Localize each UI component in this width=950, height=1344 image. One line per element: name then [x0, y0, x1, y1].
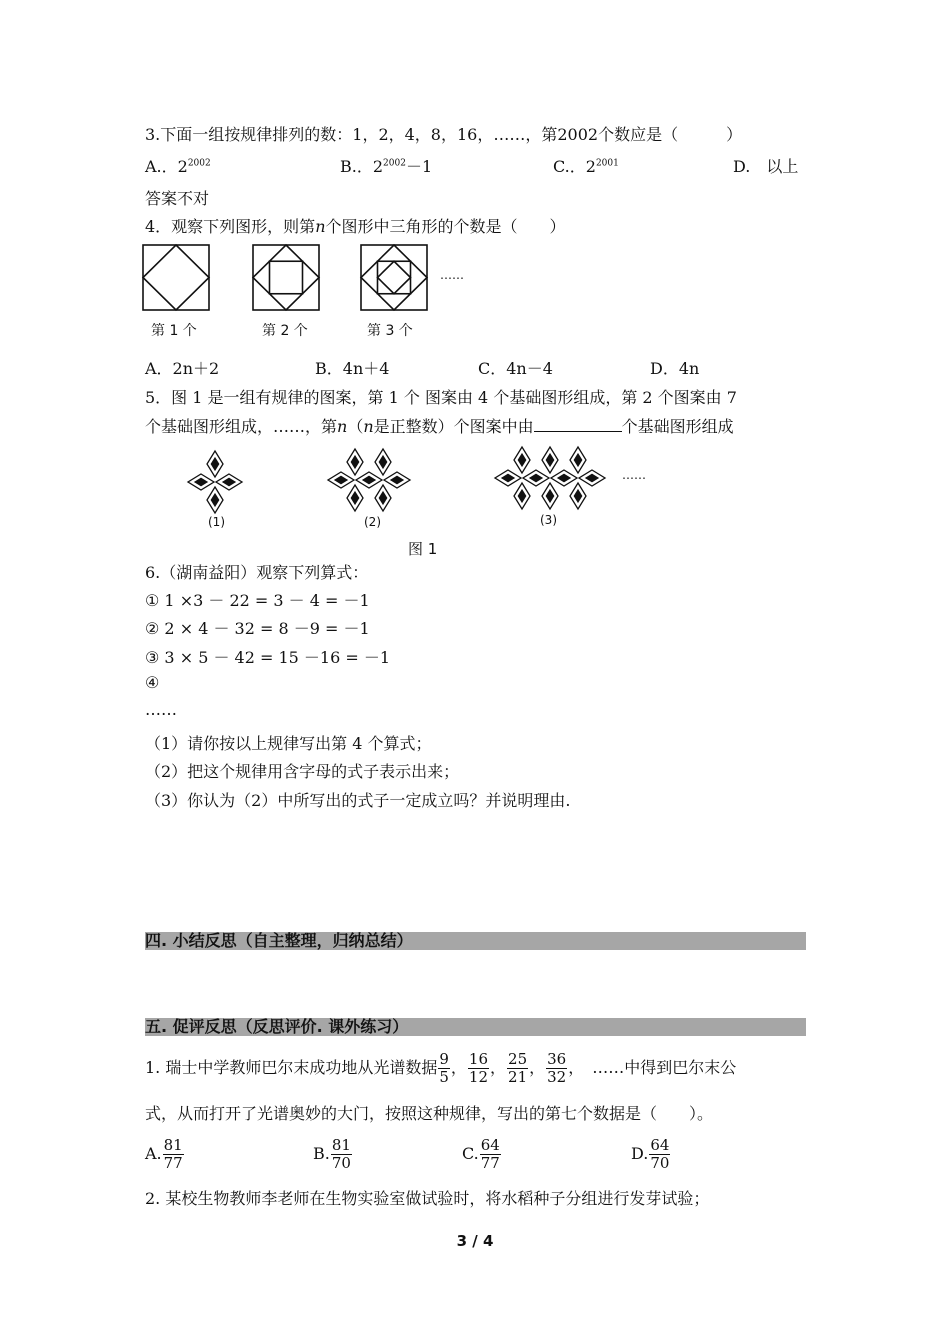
q5-line1: 5．图 1 是一组有规律的图案，第 1 个 图案由 4 个基础图形组成，第 2 个图案由 7 — [145, 388, 737, 407]
q4-option-c: C．4n－4 — [478, 359, 553, 378]
q3-text: 3.下面一组按规律排列的数：1，2，4，8，16，……，第2002个数应是（ ） — [145, 125, 743, 144]
q4-caption-1: 第 1 个 — [151, 323, 197, 339]
q5-pattern-2-horizontal-diamond — [384, 472, 410, 488]
q3-option-d: D. 以上 — [733, 157, 799, 176]
q5-pattern-3-vertical-diamond — [570, 483, 586, 509]
q5-pattern-3-horizontal-diamond — [579, 470, 605, 486]
q4-option-b: B．4n＋4 — [315, 359, 390, 378]
q5-pattern-1-horizontal-diamond — [188, 474, 214, 490]
q6-row-2: ② 2 × 4 － 32 = 8 －9 = －1 — [145, 619, 370, 638]
q6-row-1: ① 1 ×3 － 22 = 3 － 4 = －1 — [145, 591, 370, 610]
section5-header: 五. 促评反思（反思评价. 课外练习） — [145, 1018, 806, 1036]
q5-figures — [0, 0, 950, 560]
fraction-4: $\frac{36}{32}$ — [547, 1050, 567, 1086]
q4-option-d: D．4n — [650, 359, 700, 378]
q3-option-a: A.．$2^{2002}$ — [145, 157, 211, 176]
q5-pattern-2-vertical-diamond — [347, 449, 363, 475]
q5-pattern-3-vertical-diamond — [514, 447, 530, 473]
q5-pattern-2-vertical-diamond — [347, 485, 363, 511]
q5-pattern-3-horizontal-diamond — [523, 470, 549, 486]
q6-row-5: …… — [145, 700, 177, 719]
q5-pattern-2-horizontal-diamond — [356, 472, 382, 488]
q6-sub-3: （3）你认为（2）中所写出的式子一定成立吗？并说明理由. — [145, 791, 571, 810]
p1-option-a: A. $\frac{81}{77}$ — [145, 1136, 183, 1172]
q4-text: 4．观察下列图形，则第n个图形中三角形的个数是（ ） — [145, 217, 566, 236]
q3-option-b: B.．$2^{2002}-1$ — [340, 157, 433, 176]
fraction-2: $\frac{16}{12}$ — [468, 1050, 489, 1086]
q5-pattern-3-vertical-diamond — [542, 483, 558, 509]
q5-pattern-3-vertical-diamond — [542, 447, 558, 473]
q5-pattern-3-horizontal-diamond — [495, 470, 521, 486]
q3-option-c: C.．$2^{2001}$ — [553, 157, 619, 176]
q5-label-3: (3) — [540, 513, 557, 527]
p2-text: 2. 某校生物教师李老师在生物实验室做试验时，将水稻种子分组进行发芽试验； — [145, 1189, 710, 1208]
p1-line2: 式，从而打开了光谱奥妙的大门，按照这种规律，写出的第七个数据是（ ）。 — [145, 1104, 714, 1123]
page-number: 3 / 4 — [456, 1232, 494, 1250]
p1-line1: 1. 瑞士中学教师巴尔末成功地从光谱数据 $\frac{9}{5}$ ， $\frac{16}{12}$ ， $\frac{25}{21}$ ， $\frac{36}{32}$ ， ……中得到巴尔末公 — [145, 1050, 737, 1086]
q5-pattern-1-horizontal-diamond — [216, 474, 242, 490]
q4-caption-2: 第 2 个 — [262, 323, 308, 339]
q5-pattern-2-horizontal-diamond — [328, 472, 354, 488]
q4-ellipsis: …… — [440, 268, 464, 282]
q5-pattern-3-vertical-diamond — [514, 483, 530, 509]
q6-row-4: ④ — [145, 673, 160, 692]
q5-pattern-2-vertical-diamond — [375, 485, 391, 511]
fraction-3: $\frac{25}{21}$ — [508, 1050, 528, 1086]
q5-pattern-1-vertical-diamond — [207, 487, 223, 513]
q6-row-3: ③ 3 × 5 － 42 = 15 －16 = －1 — [145, 648, 391, 667]
q3-tail: 答案不对 — [145, 189, 210, 208]
q5-pattern-1-vertical-diamond — [207, 451, 223, 477]
q5-pattern-3-horizontal-diamond — [551, 470, 577, 486]
section4-header: 四. 小结反思（自主整理，归纳总结） — [145, 932, 806, 950]
q4-caption-3: 第 3 个 — [367, 323, 413, 339]
fraction-1: $\frac{9}{5}$ — [439, 1050, 449, 1086]
q5-pattern-3-vertical-diamond — [570, 447, 586, 473]
q5-label-1: (1) — [208, 515, 225, 529]
p1-option-d: D. $\frac{64}{70}$ — [631, 1136, 670, 1172]
q5-figure-caption: 图 1 — [408, 540, 438, 558]
q4-option-a: A．2n＋2 — [145, 359, 220, 378]
q5-label-2: (2) — [364, 515, 381, 529]
q5-pattern-2-vertical-diamond — [375, 449, 391, 475]
q5-line2: 个基础图形组成，……，第n（n是正整数）个图案中由 个基础图形组成 — [145, 417, 734, 436]
p1-option-b: B. $\frac{81}{70}$ — [313, 1136, 351, 1172]
q6-sub-2: （2）把这个规律用含字母的式子表示出来； — [145, 762, 460, 781]
p1-option-c: C. $\frac{64}{77}$ — [462, 1136, 500, 1172]
q6-sub-1: （1）请你按以上规律写出第 4 个算式； — [145, 734, 432, 753]
q6-title: 6.（湖南益阳）观察下列算式： — [145, 563, 369, 582]
q5-ellipsis: …… — [622, 468, 646, 482]
